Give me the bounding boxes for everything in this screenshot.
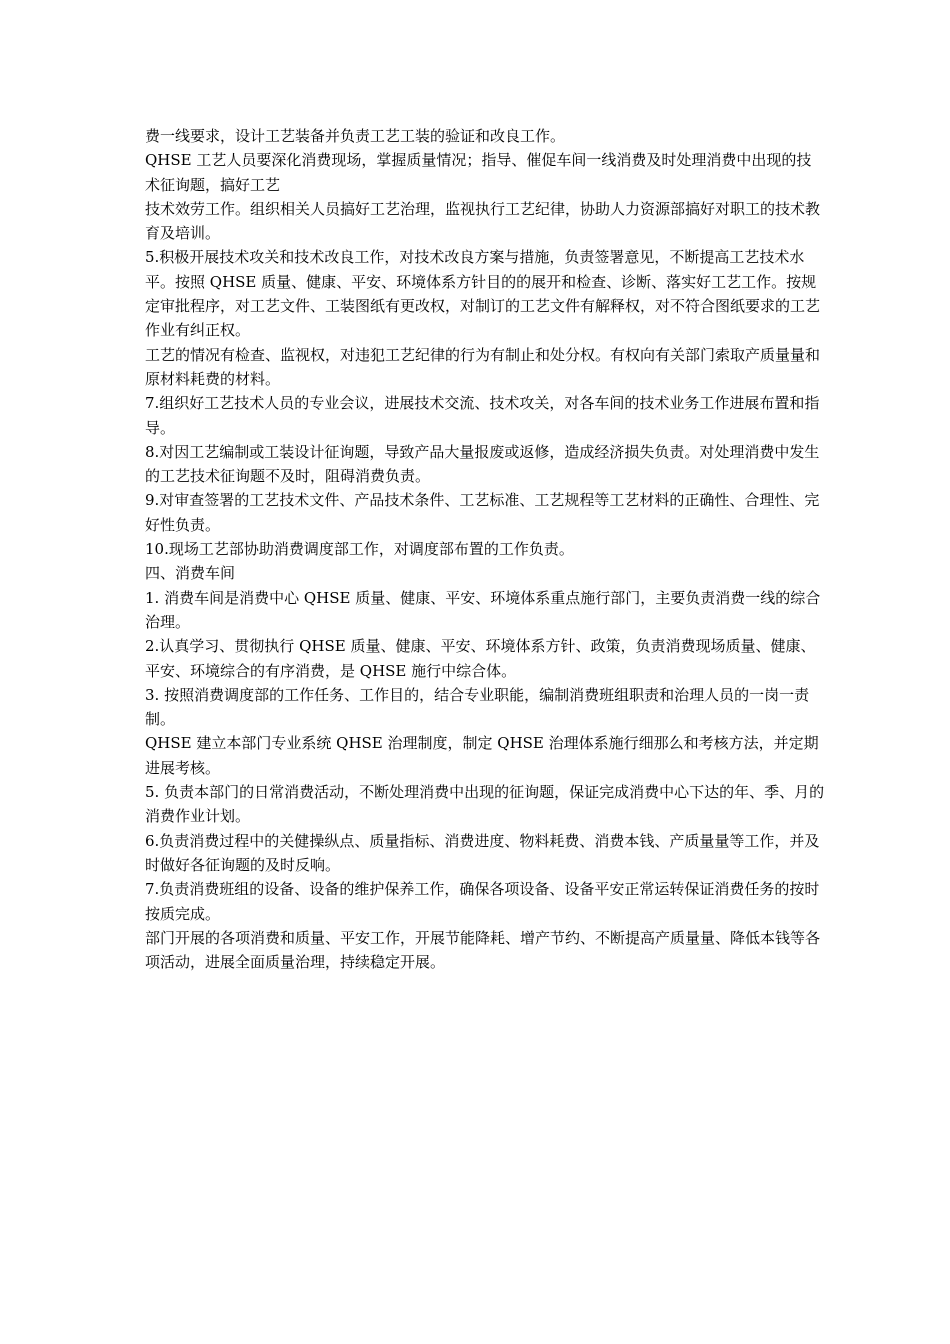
paragraph-9: 10.现场工艺部协助消费调度部工作，对调度部布置的工作负责。 bbox=[145, 540, 574, 559]
paragraph-18: 部门开展的各项消费和质量、平安工作，开展节能降耗、增产节约、不断提高产质量量、降低本钱等各项活动，进展全面质量治理，持续稳定开展。 bbox=[145, 928, 821, 972]
paragraph-11: 1. 消费车间是消费中心 QHSE 质量、健康、平安、环境体系重点施行部门，主要负责消费一线的综合治理。 bbox=[145, 588, 821, 631]
paragraph-7: 8.对因工艺编制或工装设计征询题，导致产品大量报废或返修，造成经济损失负责。对处理消费中发生的工艺技术征询题不及时，阻碍消费负责。 bbox=[145, 442, 820, 486]
paragraph-2: QHSE 工艺人员要深化消费现场，掌握质量情况；指导、催促车间一线消费及时处理消费中出现的技术征询题，搞好工艺 bbox=[145, 151, 812, 194]
paragraph-8: 9.对审查签署的工艺技术文件、产品技术条件、工艺标准、工艺规程等工艺材料的正确性、合理性、完好性负责。 bbox=[145, 491, 820, 534]
paragraph-16: 6.负责消费过程中的关健操纵点、质量指标、消费进度、物料耗费、消费本钱、产质量量等工作，并及时做好各征询题的及时反响。 bbox=[145, 831, 820, 874]
paragraph-5: 工艺的情况有检查、监视权，对违犯工艺纪律的行为有制止和处分权。有权向有关部门索取产质量量和原材料耗费的材料。 bbox=[145, 345, 821, 388]
paragraph-17: 7.负责消费班组的设备、设备的维护保养工作，确保各项设备、设备平安正常运转保证消费任务的按时按质完成。 bbox=[145, 880, 820, 923]
paragraph-12: 2.认真学习、贯彻执行 QHSE 质量、健康、平安、环境体系方针、政策，负责消费现场质量、健康、平安、环境综合的有序消费，是 QHSE 施行中综合体。 bbox=[145, 637, 816, 680]
paragraph-14: QHSE 建立本部门专业系统 QHSE 治理制度，制定 QHSE 治理体系施行细那么和考核方法，并定期进展考核。 bbox=[145, 734, 819, 777]
section-heading: 四、消费车间 bbox=[145, 564, 236, 583]
paragraph-13: 3. 按照消费调度部的工作任务、工作目的，结合专业职能，编制消费班组职责和治理人员的一岗一责制。 bbox=[145, 685, 810, 729]
paragraph-1: 费一线要求，设计工艺装备并负责工艺工装的验证和改良工作。 bbox=[145, 127, 566, 145]
paragraph-15: 5. 负责本部门的日常消费活动，不断处理消费中出现的征询题，保证完成消费中心下达的年、季、月的消费作业计划。 bbox=[145, 783, 825, 826]
paragraph-6: 7.组织好工艺技术人员的专业会议，进展技术交流、技术攻关，对各车间的技术业务工作进展布置和指导。 bbox=[145, 394, 820, 437]
document-body bbox=[145, 124, 825, 974]
paragraph-3: 技术效劳工作。组织相关人员搞好工艺治理，监视执行工艺纪律，协助人力资源部搞好对职工的技术教育及培训。 bbox=[145, 199, 821, 243]
paragraph-4: 5.积极开展技术攻关和技术改良工作，对技术改良方案与措施，负责签署意见，不断提高工艺技术水平。按照 QHSE 质量、健康、平安、环境体系方针目的的展开和检查、诊断、落实好工艺工作。按规定审批程序，对工艺文件、工装图纸有更改权，对制订的工艺文件有解释权，对不符合图纸要求的工艺作业有纠正权。 bbox=[145, 248, 821, 340]
